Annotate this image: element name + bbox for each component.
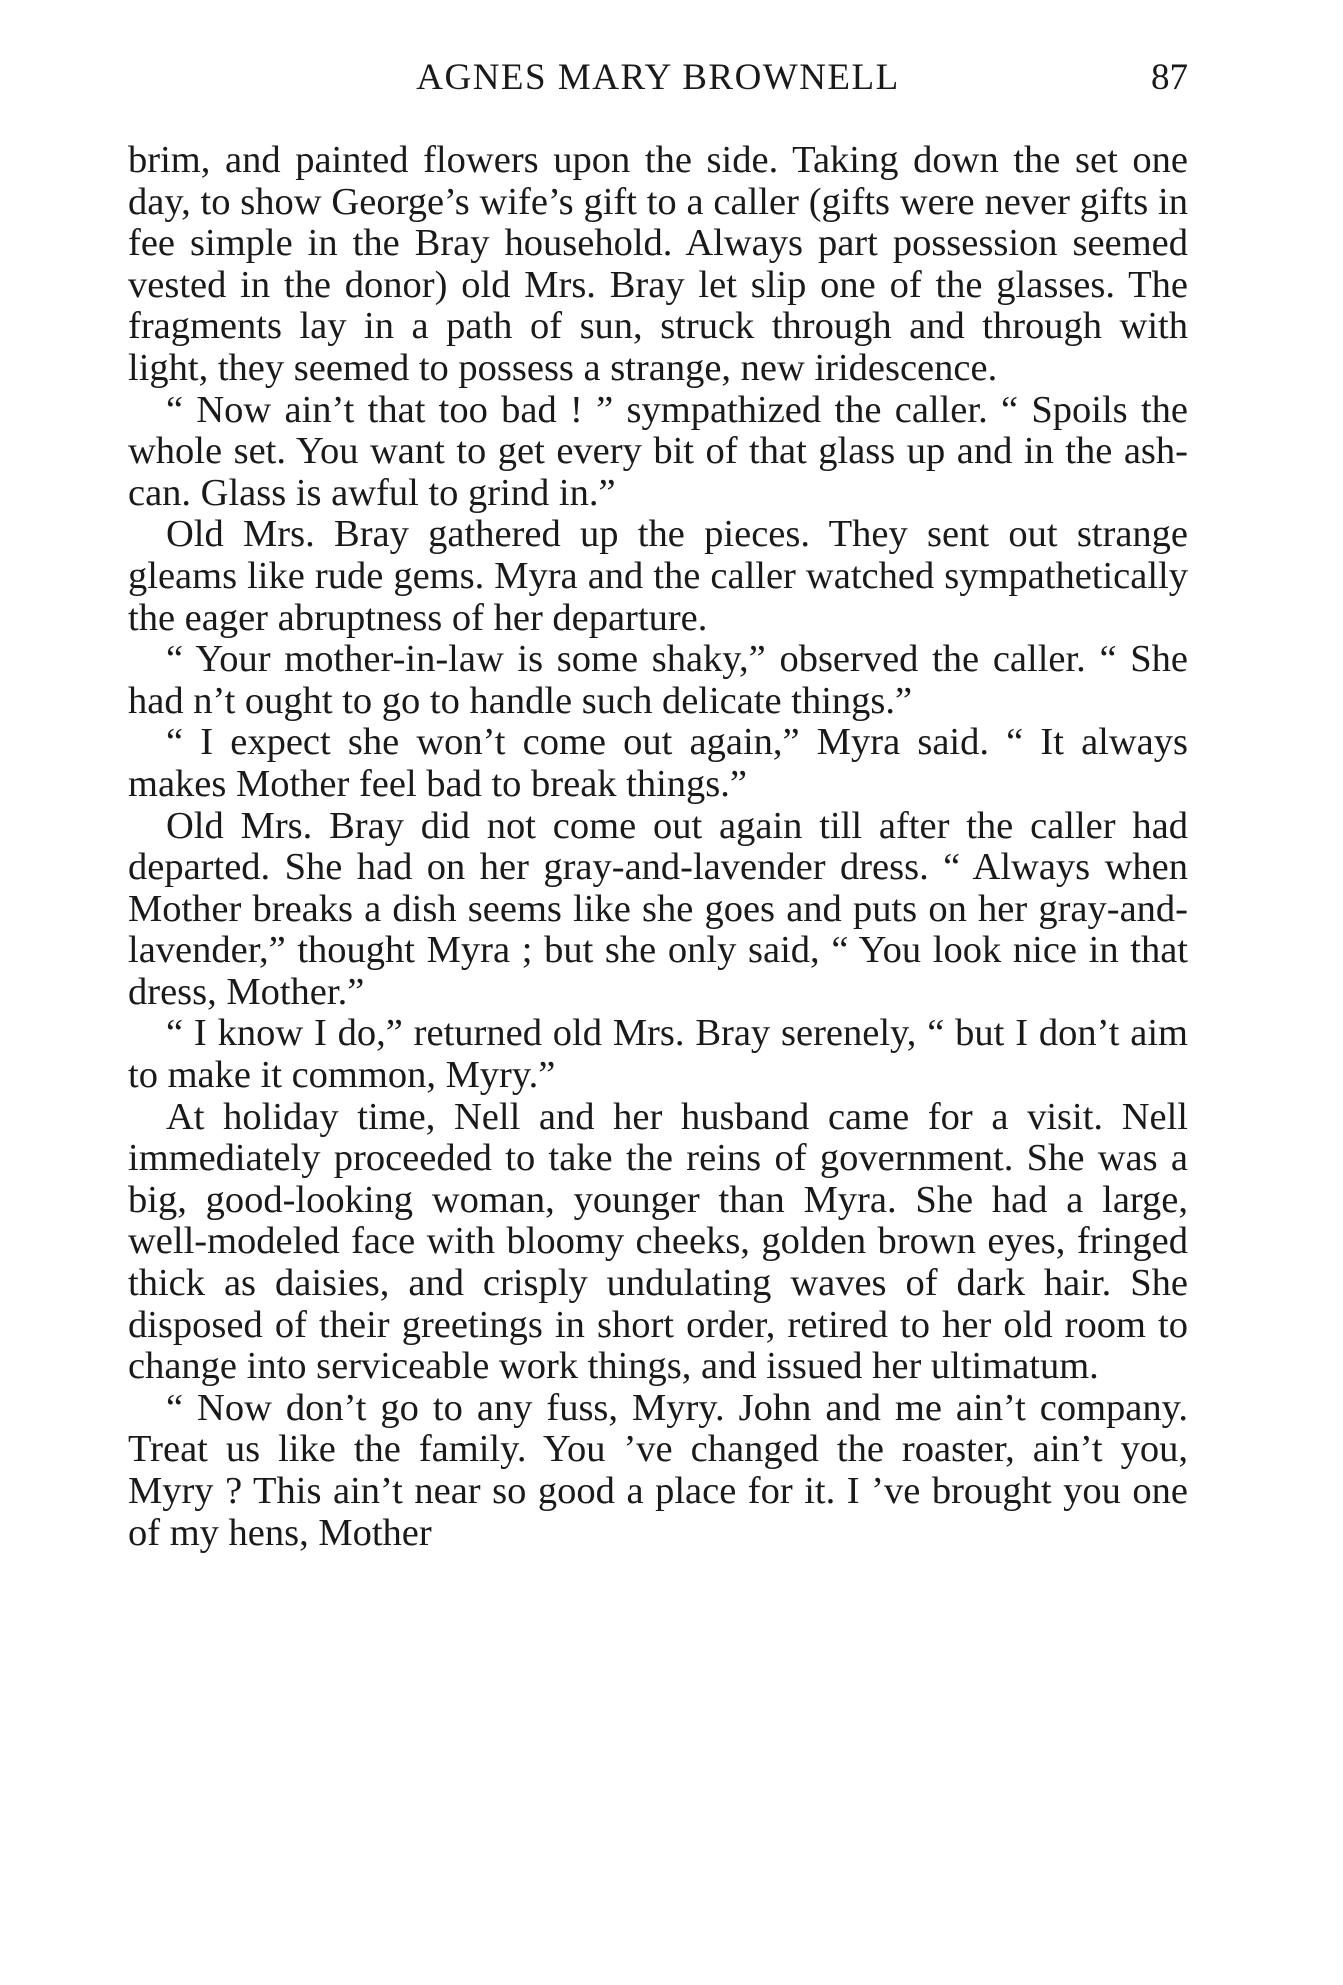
paragraph-brim: brim, and painted flowers upon the side. Taking down the set one day, to show George’s wife’s gift to a caller (gifts were never gifts in fee simple in the Bray household. Always part possession seemed vested in the donor) old Mrs. Bray let slip one of the glasses. The fragments lay in a path of sun, struck through and through with light, they seemed to possess a strange, new iridescence. bbox=[128, 139, 1188, 389]
paragraph-too-bad: “ Now ain’t that too bad ! ” sympathized the caller. “ Spoils the whole set. You want to get every bit of that glass up and in the ash-can. Glass is awful to grind in.” bbox=[128, 388, 1188, 514]
paragraph-mother-in-law: “ Your mother-in-law is some shaky,” observed the caller. “ She had n’t ought to go to handle such delicate things.” bbox=[128, 638, 1188, 722]
paragraph-holiday-time: At holiday time, Nell and her husband came for a visit. Nell immediately proceeded to take the reins of government. She was a big, good-looking woman, younger than Myra. She had a large, well-modeled face with bloomy cheeks, golden brown eyes, fringed thick as daisies, and crisply undulating waves of dark hair. She disposed of their greetings in short order, retired to her old room to change into serviceable work things, and issued her ultimatum. bbox=[128, 1095, 1188, 1388]
page-header bbox=[128, 52, 1188, 104]
paragraph-i-know: “ I know I do,” returned old Mrs. Bray serenely, “ but I don’t aim to make it common, Myry.” bbox=[128, 1012, 1188, 1097]
paragraph-gathered-pieces: Old Mrs. Bray gathered up the pieces. They sent out strange gleams like rude gems. Myra and the caller watched sympathetically the eager abruptness of her departure. bbox=[128, 513, 1188, 639]
paragraph-did-not-come-out: Old Mrs. Bray did not come out again till after the caller had departed. She had on her gray-and-lavender dress. “ Always when Mother breaks a dish seems like she goes and puts on her gray-and-lavender,” thought Myra ; but she only said, “ You look nice in that dress, Mother.” bbox=[128, 804, 1188, 1013]
body-text bbox=[128, 140, 1188, 1554]
paragraph-no-fuss: “ Now don’t go to any fuss, Myry. John and me ain’t company. Treat us like the family. You ’ve changed the roaster, ain’t you, Myry ? This ain’t near so good a place for it. I ’ve brought you one of my hens, Mother bbox=[128, 1386, 1188, 1554]
running-head: AGNES MARY BROWNELL bbox=[416, 57, 900, 98]
page-number: 87 bbox=[1151, 57, 1188, 98]
paragraph-expect: “ I expect she won’t come out again,” Myra said. “ It always makes Mother feel bad to break things.” bbox=[128, 721, 1188, 805]
